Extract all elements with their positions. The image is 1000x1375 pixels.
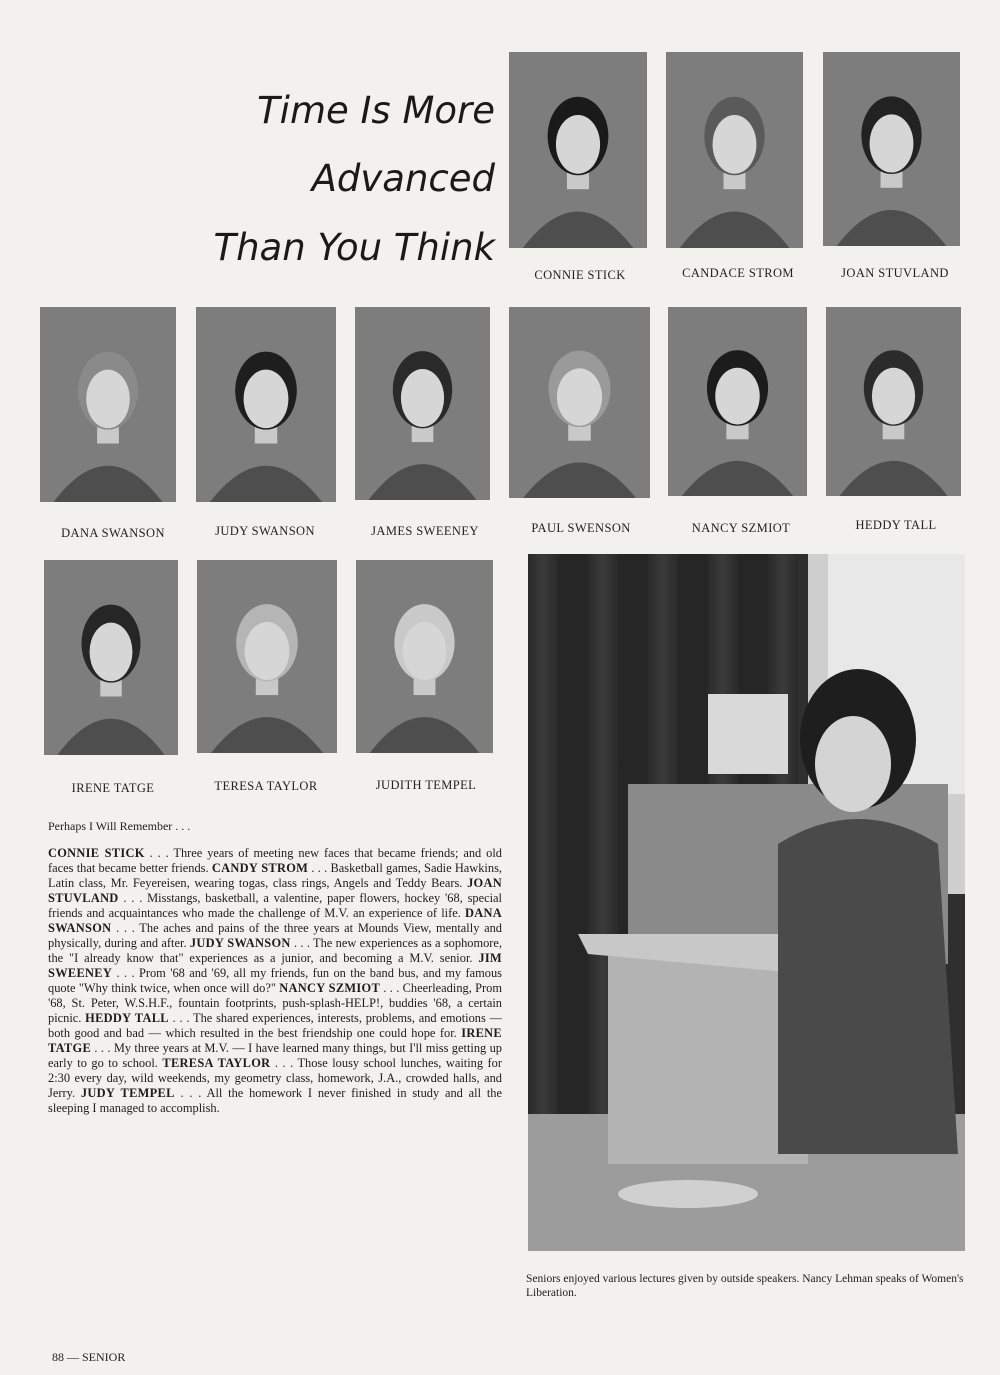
portrait-name: NANCY SZMIOT	[691, 521, 791, 535]
lecture-photo	[528, 554, 965, 1251]
portrait-name: JAMES SWEENEY	[371, 524, 479, 538]
page-title-line-1: Time Is More	[257, 89, 495, 132]
memory-text: . . . The new experiences as a sophomore, the "I already know that" experiences as a junior, and becoming a M.V. senior.	[48, 936, 503, 965]
memory-name: DANA SWANSON	[48, 906, 502, 935]
portrait-photo	[197, 560, 337, 753]
portrait-photo	[823, 52, 960, 246]
memory-name: JOAN STUVLAND	[48, 876, 502, 905]
portrait-name: JOAN STUVLAND	[841, 266, 949, 280]
portrait-name: CANDACE STROM	[682, 266, 794, 280]
portrait-name: HEDDY TALL	[855, 518, 937, 532]
portrait-photo	[668, 307, 807, 496]
memories-text	[48, 846, 502, 1116]
portrait-name: JUDY SWANSON	[215, 524, 315, 538]
memory-text: . . . The shared experiences, interests, problems, and emotions — both good and bad — which resulted in the best friendship one could hope for.	[48, 1011, 502, 1040]
portrait-photo	[826, 307, 961, 496]
memory-text: . . . My three years at M.V. — I have learned many things, but I'll miss getting up early to go to school.	[48, 1041, 502, 1070]
memory-text: . . . Prom '68 and '69, all my friends, fun on the band bus, and my famous quote "Why think twice, when once will do?"	[48, 966, 502, 995]
memory-text: . . . Three years of meeting new faces that became friends; and old faces that became better friends.	[48, 846, 502, 875]
portrait-photo	[355, 307, 490, 500]
portrait-photo	[40, 307, 176, 502]
portrait-name: PAUL SWENSON	[531, 521, 631, 535]
portrait-name: CONNIE STICK	[534, 268, 626, 282]
portrait-photo	[196, 307, 336, 502]
memory-name: JUDY TEMPEL	[80, 1086, 175, 1100]
portrait-photo	[509, 307, 650, 498]
portrait-photo	[44, 560, 178, 755]
page-title-line-2: Advanced	[311, 157, 495, 200]
portrait-name: DANA SWANSON	[61, 526, 165, 540]
memory-text: . . . The aches and pains of the three years at Mounds View, mentally and physically, during and after.	[48, 921, 502, 950]
memory-text: . . . Basketball games, Sadie Hawkins, Latin class, Mr. Feyereisen, wearing togas, class rings, Angels and Teddy Bears.	[48, 861, 502, 890]
memories-intro: Perhaps I Will Remember . . .	[48, 819, 191, 833]
memory-name: CONNIE STICK	[48, 846, 145, 860]
memory-name: JUDY SWANSON	[189, 936, 291, 950]
portrait-photo	[666, 52, 803, 248]
portrait-name: IRENE TATGE	[71, 781, 155, 795]
portrait-photo	[356, 560, 493, 753]
portrait-photo	[509, 52, 647, 248]
page-number: 88 — SENIOR	[52, 1350, 126, 1364]
memory-name: JIM SWEENEY	[48, 951, 502, 980]
memory-name: IRENE TATGE	[48, 1026, 502, 1055]
memory-text: . . . Cheerleading, Prom '68, St. Peter, W.S.H.F., fountain footprints, push-splash-HELP!, buddies '68, a certain picnic.	[48, 981, 502, 1025]
memory-text: . . . All the homework I never finished in study and all the sleeping I managed to accomplish.	[48, 1086, 502, 1115]
portrait-name: TERESA TAYLOR	[214, 779, 318, 793]
photo-caption: Seniors enjoyed various lectures given by outside speakers. Nancy Lehman speaks of Women's Liberation.	[526, 1273, 964, 1299]
memory-name: CANDY STROM	[211, 861, 309, 875]
portrait-name: JUDITH TEMPEL	[375, 778, 477, 792]
memory-text: . . . Those lousy school lunches, waiting for 2:30 every day, wild weekends, my geometry class, homework, J.A., crowded halls, and Jerry.	[48, 1056, 502, 1100]
memory-name: HEDDY TALL	[85, 1011, 169, 1025]
page-title-line-3: Than You Think	[213, 226, 495, 269]
memory-text: . . . Misstangs, basketball, a valentine, paper flowers, hockey '68, special friends and acquaintances who made the challenge of M.V. an experience of life.	[48, 891, 502, 920]
memory-name: TERESA TAYLOR	[162, 1056, 271, 1070]
memory-name: NANCY SZMIOT	[279, 981, 381, 995]
